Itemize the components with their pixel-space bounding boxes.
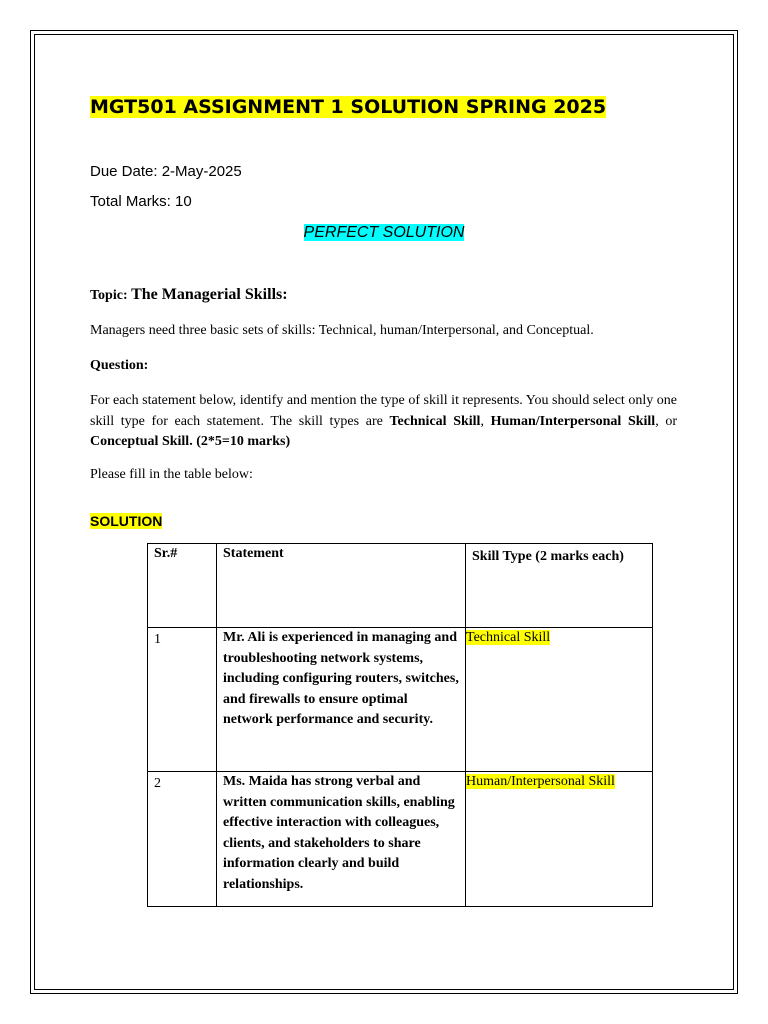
header-sr: Sr.# [148, 544, 217, 628]
question-part1: For each statement below, identify and mention the type of skill it represents. You should select only one skill type for each statement. The skill types are [90, 393, 677, 429]
topic [90, 286, 288, 304]
row-skill-type [466, 772, 653, 907]
topic-label: Topic: [90, 288, 132, 303]
document-title [90, 94, 606, 120]
header-skill-type: Skill Type (2 marks each) [466, 544, 653, 628]
table-row [148, 772, 653, 907]
row-sr: 1 [148, 628, 217, 772]
solution-table [147, 543, 653, 907]
row-statement: Mr. Ali is experienced in managing and troubleshooting network systems, including configuring routers, switches, and firewalls to ensure optimal network performance and security. [217, 628, 466, 772]
header-statement: Statement [217, 544, 466, 628]
due-date: Due Date: 2-May-2025 [90, 163, 242, 180]
table-header-row [148, 544, 653, 628]
question-sep2: , or [655, 413, 678, 429]
skill-human: Human/Interpersonal Skill [490, 413, 656, 429]
skill-technical: Technical Skill [389, 413, 481, 429]
intro-paragraph: Managers need three basic sets of skills: Technical, human/Interpersonal, and Conceptual. [90, 323, 594, 338]
question-label: Question: [90, 358, 149, 373]
solution-heading [90, 513, 162, 529]
question-sep1: , [480, 413, 491, 429]
total-marks: Total Marks: 10 [90, 193, 192, 210]
row-statement: Ms. Maida has strong verbal and written communication skills, enabling effective interaction with colleagues, clients, and stakeholders to share information clearly and build relationships. [217, 772, 466, 907]
fill-instruction: Please fill in the table below: [90, 467, 253, 482]
skill-type-answer: Human/Interpersonal Skill [466, 774, 615, 789]
document-title-text: MGT501 ASSIGNMENT 1 SOLUTION SPRING 2025 [90, 96, 607, 118]
table-row [148, 628, 653, 772]
row-sr: 2 [148, 772, 217, 907]
skill-type-answer: Technical Skill [466, 630, 551, 645]
skill-conceptual: Conceptual Skill. (2*5=10 marks) [90, 434, 291, 449]
row-skill-type [466, 628, 653, 772]
question-text [90, 391, 677, 453]
solution-heading-text: SOLUTION [90, 513, 163, 529]
perfect-solution-text: PERFECT SOLUTION [303, 224, 465, 241]
topic-value: The Managerial Skills: [131, 286, 288, 303]
perfect-solution-banner [0, 224, 768, 242]
